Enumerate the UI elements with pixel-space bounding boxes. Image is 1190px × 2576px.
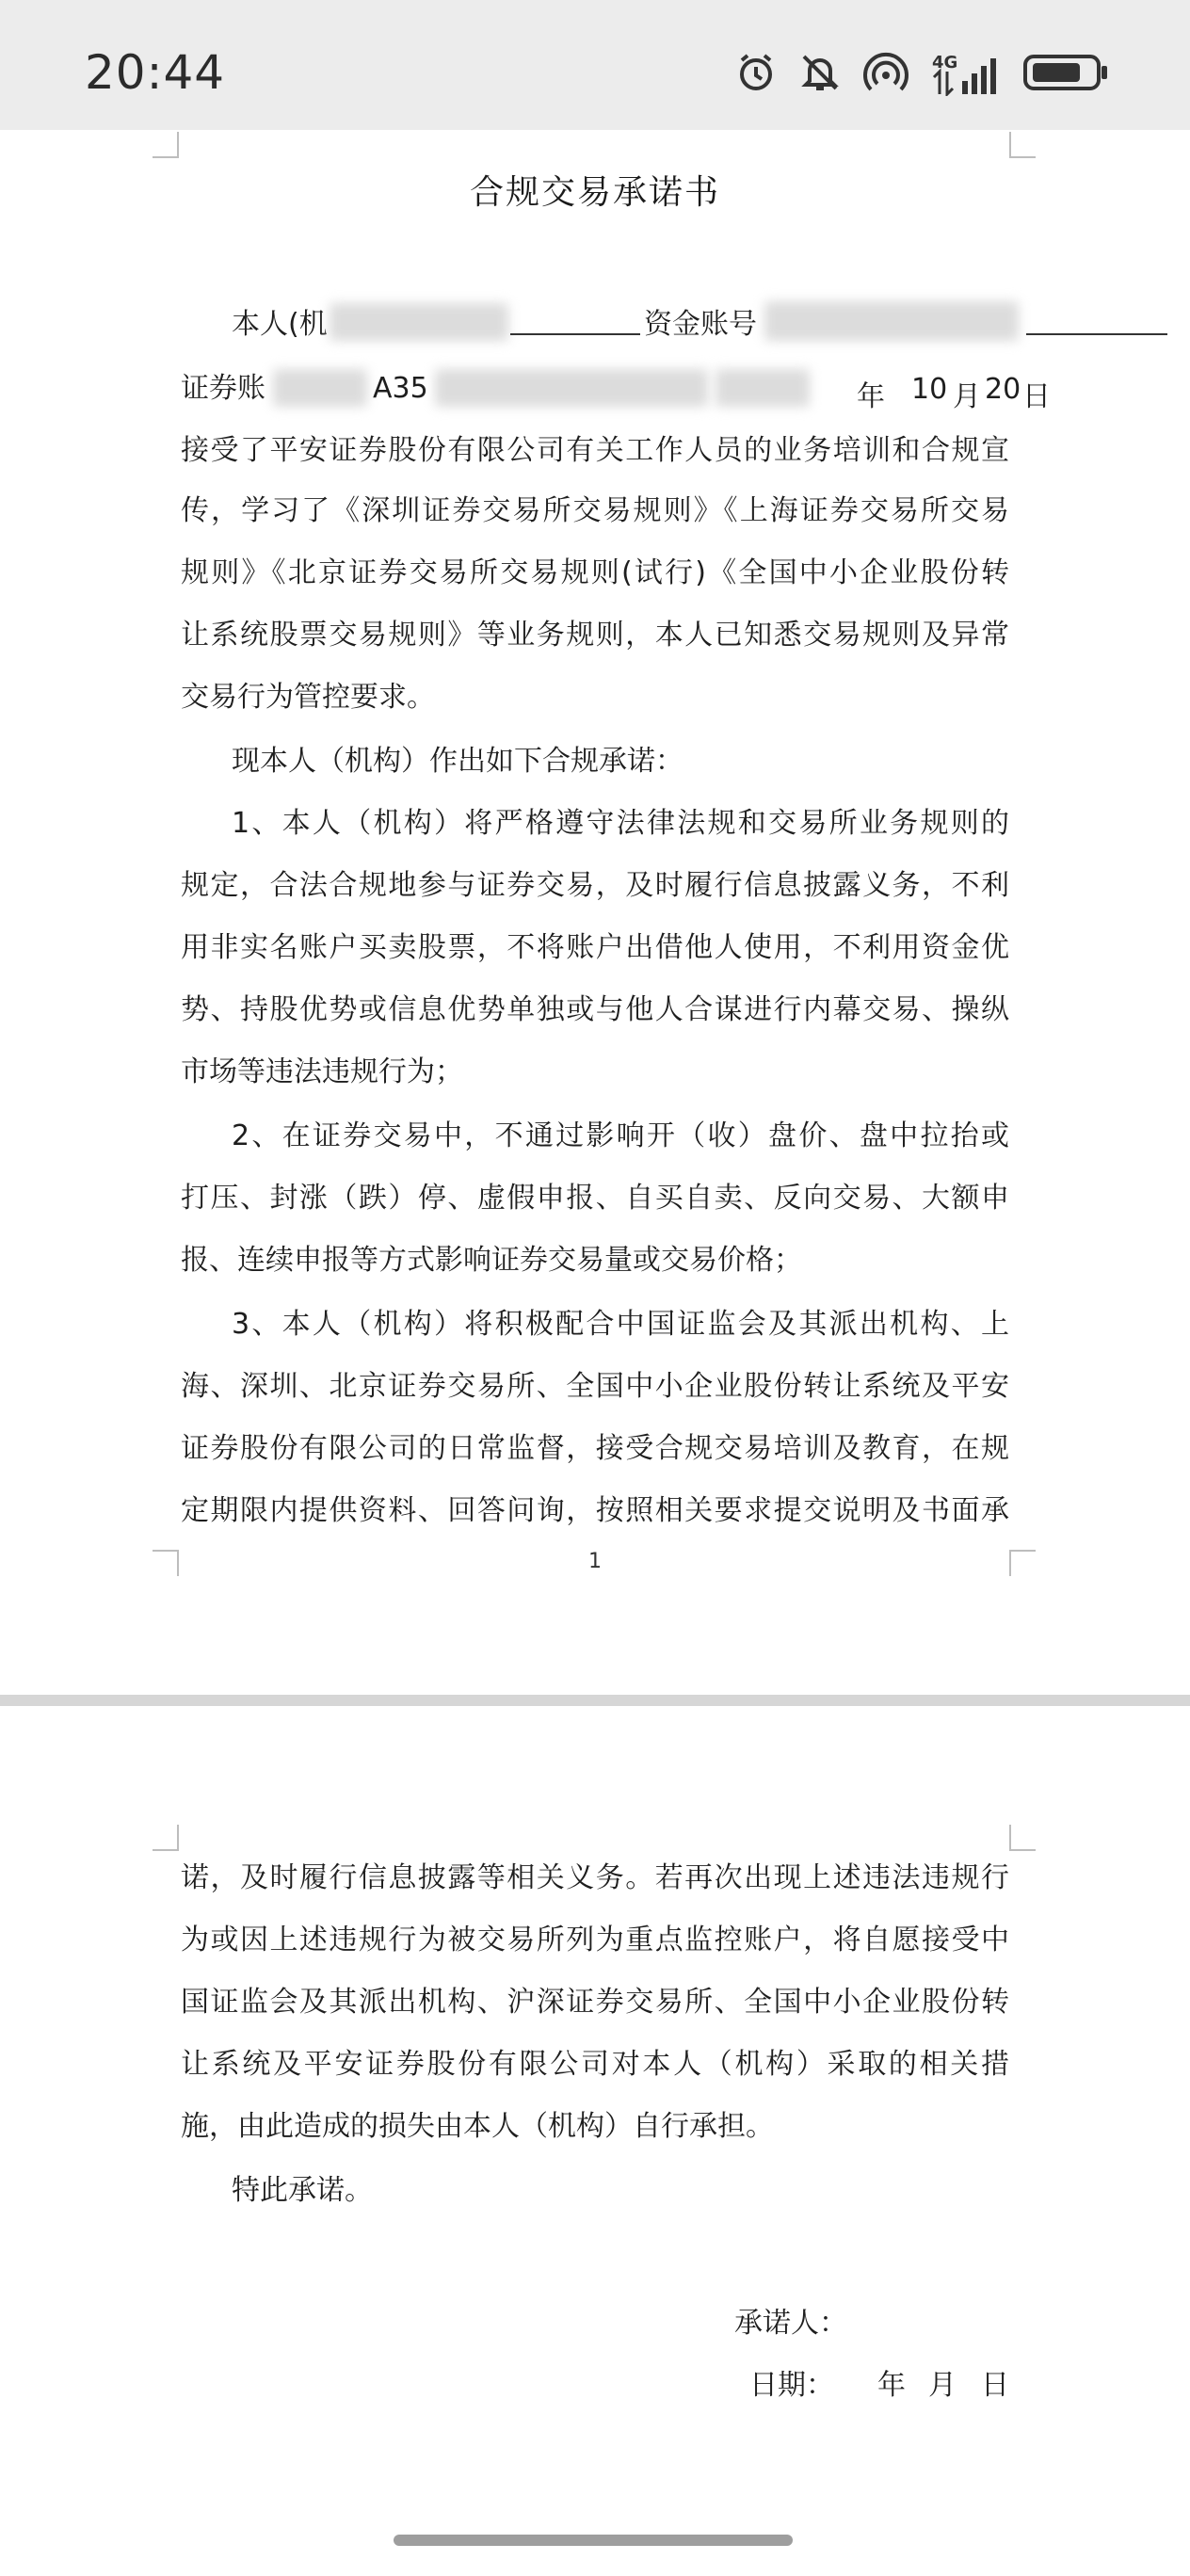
battery-icon <box>1022 51 1109 94</box>
hotspot-icon <box>862 51 909 94</box>
text-line: 报、连续申报等方式影响证券交易量或交易价格； <box>181 1244 802 1277</box>
page-number: 1 <box>588 1550 602 1573</box>
page-corner-mark <box>153 1825 179 1851</box>
date-month-value: 10 <box>911 373 948 406</box>
text-line: 3、本人（机构）将积极配合中国证监会及其派出机构、上 <box>232 1308 1009 1341</box>
text-line: 为或因上述违规行为被交易所列为重点监控账户，将自愿接受中 <box>181 1924 1009 1956</box>
text-line: 接受了平安证券股份有限公司有关工作人员的业务培训和合规宣 <box>181 434 1009 467</box>
home-indicator[interactable] <box>394 2535 793 2546</box>
date-day-label: 日 <box>1022 380 1051 413</box>
text-line: 交易行为管控要求。 <box>181 681 435 714</box>
signal-icon <box>930 49 1002 96</box>
promiser-label: 承诺人： <box>734 2307 847 2340</box>
text-line: 海、深圳、北京证券交易所、全国中小企业股份转让系统及平安 <box>181 1370 1009 1403</box>
status-icons <box>734 49 1109 96</box>
mute-icon <box>798 51 842 94</box>
text-line: 证券股份有限公司的日常监督，接受合规交易培训及教育，在规 <box>181 1432 1009 1465</box>
date-month-label: 月 <box>953 380 981 413</box>
redaction-blur <box>273 369 367 407</box>
redaction-blur <box>764 301 1019 341</box>
text-line: 规则》《北京证券交易所交易规则(试行)《全国中小企业股份转 <box>181 556 1009 589</box>
page-corner-mark <box>1009 132 1036 158</box>
text-line: 市场等违法违规行为； <box>181 1055 463 1088</box>
text-line: 传，学习了《深圳证券交易所交易规则》《上海证券交易所交易 <box>181 494 1009 527</box>
text-line: 1、本人（机构）将严格遵守法律法规和交易所业务规则的 <box>232 807 1009 840</box>
text-line: 资金账号 <box>644 308 757 341</box>
alarm-icon <box>734 51 778 94</box>
text-line: 本人(机 <box>232 308 328 341</box>
network-label: 4G <box>932 53 958 72</box>
status-bar <box>0 0 1190 130</box>
underline-blank <box>1026 311 1167 335</box>
redaction-blur <box>435 369 708 407</box>
page-corner-mark <box>1009 1825 1036 1851</box>
text-line: 诺，及时履行信息披露等相关义务。若再次出现上述违法违规行 <box>181 1861 1009 1894</box>
redaction-blur <box>716 369 810 407</box>
page-separator <box>0 1695 1190 1706</box>
date-month-label: 月 <box>928 2369 957 2402</box>
text-line: 现本人（机构）作出如下合规承诺： <box>232 745 683 778</box>
underline-blank <box>510 311 640 335</box>
date-year-label: 年 <box>877 2369 906 2402</box>
date-year-suffix: 年 <box>857 380 885 413</box>
text-line: 用非实名账户买卖股票，不将账户出借他人使用，不利用资金优 <box>181 931 1009 964</box>
text-line: 证券账 <box>181 372 265 405</box>
status-time: 20:44 <box>85 45 226 100</box>
date-day-label: 日 <box>981 2369 1009 2402</box>
text-line: 势、持股优势或信息优势单独或与他人合谋进行内幕交易、操纵 <box>181 993 1009 1026</box>
text-line: 规定，合法合规地参与证券交易，及时履行信息披露义务，不利 <box>181 869 1009 902</box>
text-line: 让系统及平安证券股份有限公司对本人（机构）采取的相关措 <box>181 2048 1009 2081</box>
text-line: 国证监会及其派出机构、沪深证券交易所、全国中小企业股份转 <box>181 1986 1009 2019</box>
redaction-blur <box>330 303 508 341</box>
text-line: 特此承诺。 <box>232 2174 373 2207</box>
text-line: A35 <box>373 372 428 405</box>
text-line: 施，由此造成的损失由本人（机构）自行承担。 <box>181 2110 774 2143</box>
text-line: 定期限内提供资料、回答问询，按照相关要求提交说明及书面承 <box>181 1494 1009 1527</box>
date-label: 日期： <box>749 2369 834 2402</box>
text-line: 2、在证券交易中，不通过影响开（收）盘价、盘中拉抬或 <box>232 1119 1009 1152</box>
text-line: 打压、封涨（跌）停、虚假申报、自买自卖、反向交易、大额申 <box>181 1182 1009 1215</box>
document-title: 合规交易承诺书 <box>469 173 720 212</box>
date-day-value: 20 <box>985 373 1021 406</box>
text-line: 让系统股票交易规则》等业务规则，本人已知悉交易规则及异常 <box>181 619 1009 652</box>
page-corner-mark <box>153 132 179 158</box>
